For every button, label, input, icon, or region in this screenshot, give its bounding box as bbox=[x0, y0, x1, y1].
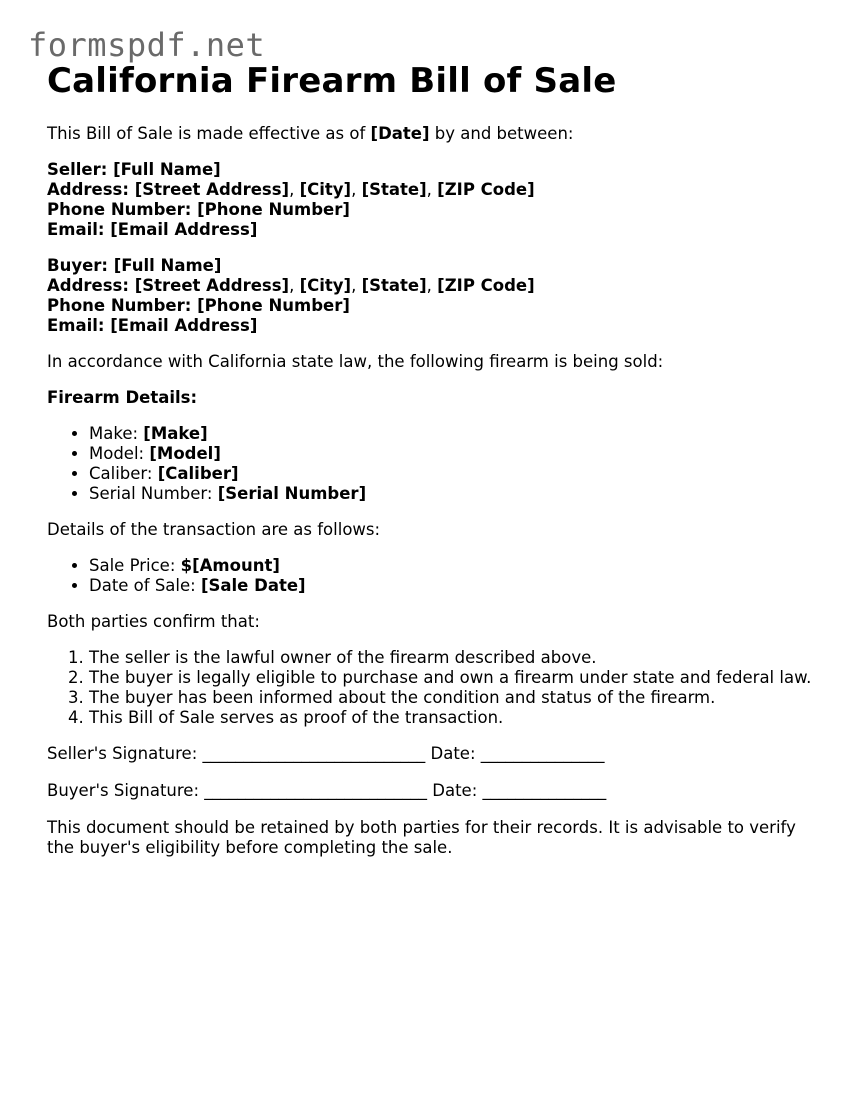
seller-name-placeholder: [Full Name] bbox=[113, 160, 221, 179]
buyer-city-placeholder: [City] bbox=[299, 276, 352, 295]
firearm-details-list bbox=[47, 424, 817, 504]
seller-email-line bbox=[47, 220, 817, 240]
sale-price-placeholder: $[Amount] bbox=[180, 556, 280, 575]
buyer-block bbox=[47, 256, 817, 336]
firearm-details-heading: Firearm Details: bbox=[47, 388, 198, 407]
buyer-email-line bbox=[47, 316, 817, 336]
seller-label: Seller: bbox=[47, 160, 114, 179]
effective-date-placeholder: [Date] bbox=[370, 124, 430, 143]
transaction-details-list bbox=[47, 556, 817, 596]
buyer-signature-line: Buyer's Signature: ___________________________ Date: _______________ bbox=[47, 781, 607, 800]
seller-email-placeholder: [Email Address] bbox=[110, 220, 258, 239]
firearm-make-label: Make: bbox=[89, 424, 144, 443]
firearm-model-placeholder: [Model] bbox=[149, 444, 221, 463]
intro-text: This Bill of Sale is made effective as of bbox=[47, 124, 371, 143]
seller-phone-label: Phone Number: bbox=[47, 200, 198, 219]
intro-text-end: by and between: bbox=[429, 124, 574, 143]
closing-paragraph: This document should be retained by both parties for their records. It is advisable to verify the buyer's eligibility before completing the sale. bbox=[47, 818, 796, 857]
separator: , bbox=[289, 180, 300, 199]
seller-email-label: Email: bbox=[47, 220, 111, 239]
list-item bbox=[89, 576, 817, 596]
seller-phone-line bbox=[47, 200, 817, 220]
separator: , bbox=[351, 276, 362, 295]
seller-street-placeholder: [Street Address] bbox=[134, 180, 290, 199]
firearm-make-placeholder: [Make] bbox=[143, 424, 208, 443]
buyer-email-placeholder: [Email Address] bbox=[110, 316, 258, 335]
separator: , bbox=[426, 180, 438, 199]
intro-paragraph bbox=[47, 124, 817, 144]
buyer-name-line bbox=[47, 256, 817, 276]
buyer-address-line bbox=[47, 276, 817, 296]
site-watermark: formspdf.net bbox=[28, 26, 266, 64]
seller-name-line bbox=[47, 160, 817, 180]
list-item: 4. This Bill of Sale serves as proof of the transaction. bbox=[89, 708, 817, 728]
transaction-intro: Details of the transaction are as follows: bbox=[47, 520, 381, 539]
buyer-phone-line bbox=[47, 296, 817, 316]
list-item: 2. The buyer is legally eligible to purchase and own a firearm under state and federal law. bbox=[89, 668, 817, 688]
buyer-zip-placeholder: [ZIP Code] bbox=[437, 276, 535, 295]
list-item: 1. The seller is the lawful owner of the firearm described above. bbox=[89, 648, 817, 668]
seller-zip-placeholder: [ZIP Code] bbox=[437, 180, 535, 199]
firearm-model-label: Model: bbox=[89, 444, 150, 463]
seller-signature-line: Seller's Signature: ___________________________ Date: _______________ bbox=[47, 744, 605, 763]
law-statement: In accordance with California state law, the following firearm is being sold: bbox=[47, 352, 664, 371]
sale-date-label: Date of Sale: bbox=[89, 576, 201, 595]
list-item bbox=[89, 484, 817, 504]
document-title: California Firearm Bill of Sale bbox=[47, 61, 617, 101]
firearm-caliber-placeholder: [Caliber] bbox=[157, 464, 239, 483]
firearm-serial-label: Serial Number: bbox=[89, 484, 218, 503]
separator: , bbox=[351, 180, 362, 199]
confirmations-list bbox=[47, 648, 817, 728]
list-item bbox=[89, 556, 817, 576]
firearm-caliber-label: Caliber: bbox=[89, 464, 158, 483]
buyer-email-label: Email: bbox=[47, 316, 111, 335]
seller-phone-placeholder: [Phone Number] bbox=[197, 200, 350, 219]
list-item bbox=[89, 464, 817, 484]
list-item bbox=[89, 444, 817, 464]
confirm-intro: Both parties confirm that: bbox=[47, 612, 260, 631]
document-body bbox=[47, 60, 817, 858]
seller-block bbox=[47, 160, 817, 240]
buyer-street-placeholder: [Street Address] bbox=[134, 276, 290, 295]
seller-address-label: Address: bbox=[47, 180, 135, 199]
buyer-phone-placeholder: [Phone Number] bbox=[197, 296, 350, 315]
sale-price-label: Sale Price: bbox=[89, 556, 181, 575]
seller-address-line bbox=[47, 180, 817, 200]
seller-city-placeholder: [City] bbox=[299, 180, 352, 199]
separator: , bbox=[289, 276, 300, 295]
buyer-name-placeholder: [Full Name] bbox=[113, 256, 222, 275]
separator: , bbox=[426, 276, 438, 295]
list-item bbox=[89, 424, 817, 444]
seller-state-placeholder: [State] bbox=[361, 180, 427, 199]
sale-date-placeholder: [Sale Date] bbox=[200, 576, 306, 595]
buyer-address-label: Address: bbox=[47, 276, 135, 295]
buyer-phone-label: Phone Number: bbox=[47, 296, 198, 315]
buyer-state-placeholder: [State] bbox=[361, 276, 427, 295]
firearm-serial-placeholder: [Serial Number] bbox=[217, 484, 367, 503]
list-item: 3. The buyer has been informed about the condition and status of the firearm. bbox=[89, 688, 817, 708]
buyer-label: Buyer: bbox=[47, 256, 114, 275]
